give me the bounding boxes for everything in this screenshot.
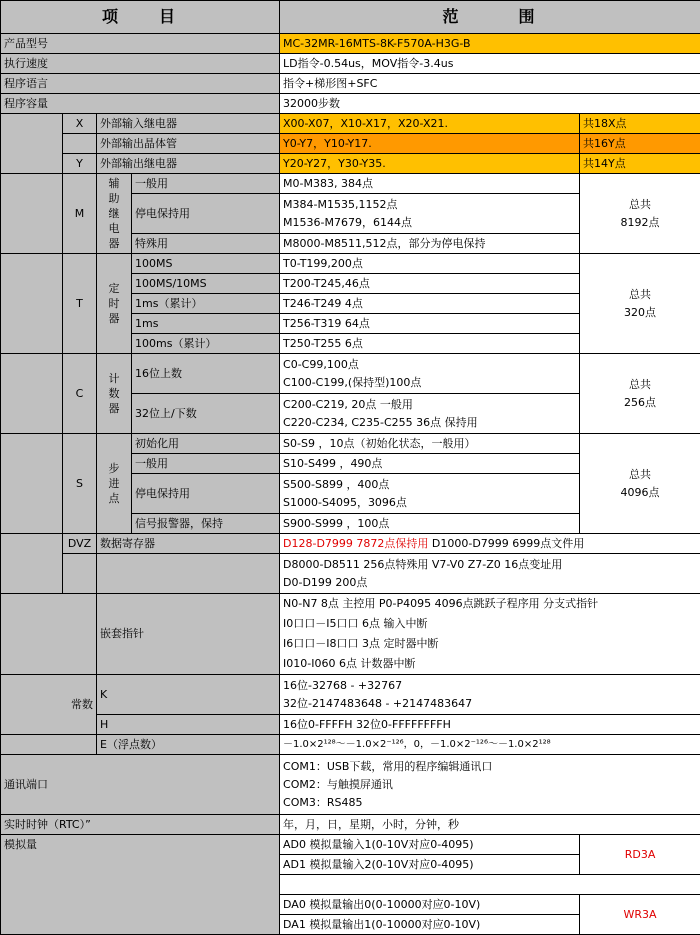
t-total [580, 254, 700, 354]
c-type: 16位上数 [132, 354, 280, 394]
io-name: 外部输入继电器 [97, 114, 280, 134]
s-type: 一般用 [132, 454, 280, 474]
analog-out-tag: WR3A [580, 895, 700, 935]
row-model [1, 34, 700, 54]
speed-label: 执行速度 [1, 54, 280, 74]
comm-line: COM3：RS485 [283, 796, 362, 809]
t-sub-text: 定时器 [108, 281, 121, 326]
m-range: M8000-M8511,512点，部分为停电保持 [280, 234, 580, 254]
rtc-value: 年，月，日，星期，小时，分钟，秒 [280, 815, 700, 835]
s-sub [97, 434, 132, 534]
analog-blank [280, 875, 700, 895]
s-type: 初始化用 [132, 434, 280, 454]
io-letter [63, 134, 97, 154]
io-letter: Y [63, 154, 97, 174]
capacity-value: 32000步数 [280, 94, 700, 114]
const-k-line: 16位-32768 - +32767 [283, 679, 402, 692]
dvz-range-rest: D1000-D7999 6999点文件用 [428, 537, 584, 550]
const-e-blank [1, 735, 97, 755]
io-blank [1, 114, 63, 174]
t-range: T0-T199,200点 [280, 254, 580, 274]
c-range-line: C100-C199,(保持型)100点 [283, 376, 421, 389]
t-sub [97, 254, 132, 354]
c-type: 32位上/下数 [132, 394, 280, 434]
m-range-line: M1536-M7679，6144点 [283, 216, 412, 229]
comm-label: 通讯端口 [1, 755, 280, 815]
rtc-row [1, 815, 700, 835]
s-range-line: S1000-S4095，3096点 [283, 496, 407, 509]
m-sub [97, 174, 132, 254]
analog-in-2: AD1 模拟量输入2(0-10V对应0-4095) [280, 855, 580, 875]
m-letter: M [63, 174, 97, 254]
dvz-letter: DVZ [63, 534, 97, 554]
analog-label: 模拟量 [1, 835, 280, 935]
m-row [1, 174, 700, 194]
speed-value: LD指令-0.54us，MOV指令-3.4us [280, 54, 700, 74]
s-range-line: S500-S899 ，400点 [283, 478, 389, 491]
const-k-row [1, 675, 700, 715]
io-range: Y20-Y27，Y30-Y35. [280, 154, 580, 174]
s-total-2: 4096点 [621, 486, 660, 499]
pointer-name: 嵌套指针 [97, 594, 280, 675]
const-h: H [97, 715, 280, 735]
dvz-range-red: D128-D7999 7872点保持用 [283, 537, 428, 550]
dvz-blank [1, 534, 63, 594]
t-letter: T [63, 254, 97, 354]
const-e: E（浮点数） [97, 735, 280, 755]
const-e-row [1, 735, 700, 755]
const-h-range: 16位0-FFFFH 32位0-FFFFFFFFH [280, 715, 700, 735]
dvz-blank-3 [97, 554, 280, 594]
s-range: S10-S499 ，490点 [280, 454, 580, 474]
c-sub [97, 354, 132, 434]
pointer-row [1, 594, 700, 675]
dvz-blank-2 [63, 554, 97, 594]
analog-row [1, 835, 700, 855]
io-total: 共14Y点 [580, 154, 700, 174]
m-total-1: 总共 [629, 198, 651, 211]
const-e-range: －1.0×2¹²⁸～－1.0×2⁻¹²⁶，0，－1.0×2⁻¹²⁶～－1.0×2¹²⁸ [280, 735, 700, 755]
model-value: MC-32MR-16MTS-8K-F570A-H3G-B [280, 34, 700, 54]
m-range [280, 194, 580, 234]
analog-out-2: DA1 模拟量输出1(0-10000对应0-10V) [280, 915, 580, 935]
s-type: 信号报警器，保持 [132, 514, 280, 534]
s-letter: S [63, 434, 97, 534]
pointer-line: I6口口－I8口口 3点 定时器中断 [283, 637, 438, 650]
io-row [1, 114, 700, 134]
comm-line: COM1：USB下载，常用的程序编辑通讯口 [283, 760, 492, 773]
dvz-range-line: D8000-D8511 256点特殊用 V7-V0 Z7-Z0 16点变址用 [283, 558, 562, 571]
io-range: X00-X07，X10-X17，X20-X21. [280, 114, 580, 134]
m-sub-text: 辅助继电器 [108, 176, 121, 251]
t-total-1: 总共 [629, 288, 651, 301]
m-blank [1, 174, 63, 254]
t-type: 100ms（累计） [132, 334, 280, 354]
dvz-row-2 [1, 554, 700, 594]
s-row [1, 434, 700, 454]
c-range [280, 394, 580, 434]
pointer-range [280, 594, 700, 675]
io-row [1, 134, 700, 154]
s-range [280, 474, 580, 514]
t-range: T250-T255 6点 [280, 334, 580, 354]
const-label: 常数 [1, 675, 97, 735]
io-range: Y0-Y7，Y10-Y17. [280, 134, 580, 154]
c-letter: C [63, 354, 97, 434]
t-range: T246-T249 4点 [280, 294, 580, 314]
row-speed [1, 54, 700, 74]
pointer-line: I0口口－I5口口 6点 输入中断 [283, 617, 427, 630]
const-k-line: 32位-2147483648 - +2147483647 [283, 697, 472, 710]
s-total [580, 434, 700, 534]
io-name: 外部输出晶体管 [97, 134, 280, 154]
s-range: S0-S9 ，10点（初始化状态，一般用） [280, 434, 580, 454]
comm-line: COM2：与触摸屏通讯 [283, 778, 393, 791]
s-type: 停电保持用 [132, 474, 280, 514]
m-type: 一般用 [132, 174, 280, 194]
analog-in-1: AD0 模拟量输入1(0-10V对应0-4095) [280, 835, 580, 855]
t-row [1, 254, 700, 274]
c-sub-text: 计数器 [108, 371, 121, 416]
io-letter: X [63, 114, 97, 134]
m-type: 停电保持用 [132, 194, 280, 234]
io-total: 共18X点 [580, 114, 700, 134]
dvz-row [1, 534, 700, 554]
c-total-1: 总共 [629, 378, 651, 391]
pointer-line: N0-N7 8点 主控用 P0-P4095 4096点跳跃子程序用 分支式指针 [283, 597, 598, 610]
s-total-1: 总共 [629, 468, 651, 481]
analog-in-tag: RD3A [580, 835, 700, 875]
c-blank [1, 354, 63, 434]
t-range: T256-T319 64点 [280, 314, 580, 334]
header-item: 项 目 [1, 1, 280, 34]
analog-out-1: DA0 模拟量输出0(0-10000对应0-10V) [280, 895, 580, 915]
io-name: 外部输出继电器 [97, 154, 280, 174]
c-range-line: C220-C234, C235-C255 36点 保持用 [283, 416, 478, 429]
io-row [1, 154, 700, 174]
row-capacity [1, 94, 700, 114]
language-label: 程序语言 [1, 74, 280, 94]
capacity-label: 程序容量 [1, 94, 280, 114]
comm-range [280, 755, 700, 815]
t-range: T200-T245,46点 [280, 274, 580, 294]
s-blank [1, 434, 63, 534]
c-range [280, 354, 580, 394]
dvz-range-2 [280, 554, 700, 594]
const-k: K [97, 675, 280, 715]
c-row [1, 354, 700, 394]
c-total-2: 256点 [624, 396, 656, 409]
comm-row [1, 755, 700, 815]
t-type: 1ms（累计） [132, 294, 280, 314]
m-type: 特殊用 [132, 234, 280, 254]
pointer-line: I010-I060 6点 计数器中断 [283, 657, 415, 670]
dvz-range-line: D0-D199 200点 [283, 576, 367, 589]
dvz-name: 数据寄存器 [97, 534, 280, 554]
s-range: S900-S999 ，100点 [280, 514, 580, 534]
c-total [580, 354, 700, 434]
header-range: 范 围 [280, 1, 700, 34]
s-sub-text: 步进点 [108, 461, 121, 506]
t-total-2: 320点 [624, 306, 656, 319]
c-range-line: C200-C219, 20点 一般用 [283, 398, 413, 411]
m-range-line: M384-M1535,1152点 [283, 198, 397, 211]
row-language [1, 74, 700, 94]
io-total: 共16Y点 [580, 134, 700, 154]
m-range: M0-M383, 384点 [280, 174, 580, 194]
m-total-2: 8192点 [621, 216, 660, 229]
const-k-range [280, 675, 700, 715]
t-blank [1, 254, 63, 354]
header-row [1, 1, 700, 34]
language-value: 指令+梯形图+SFC [280, 74, 700, 94]
model-label: 产品型号 [1, 34, 280, 54]
m-total [580, 174, 700, 254]
dvz-range [280, 534, 700, 554]
t-type: 100MS [132, 254, 280, 274]
t-type: 1ms [132, 314, 280, 334]
pointer-blank [1, 594, 97, 675]
c-range-line: C0-C99,100点 [283, 358, 359, 371]
rtc-label: 实时时钟（RTC）” [1, 815, 280, 835]
const-h-row [1, 715, 700, 735]
t-type: 100MS/10MS [132, 274, 280, 294]
